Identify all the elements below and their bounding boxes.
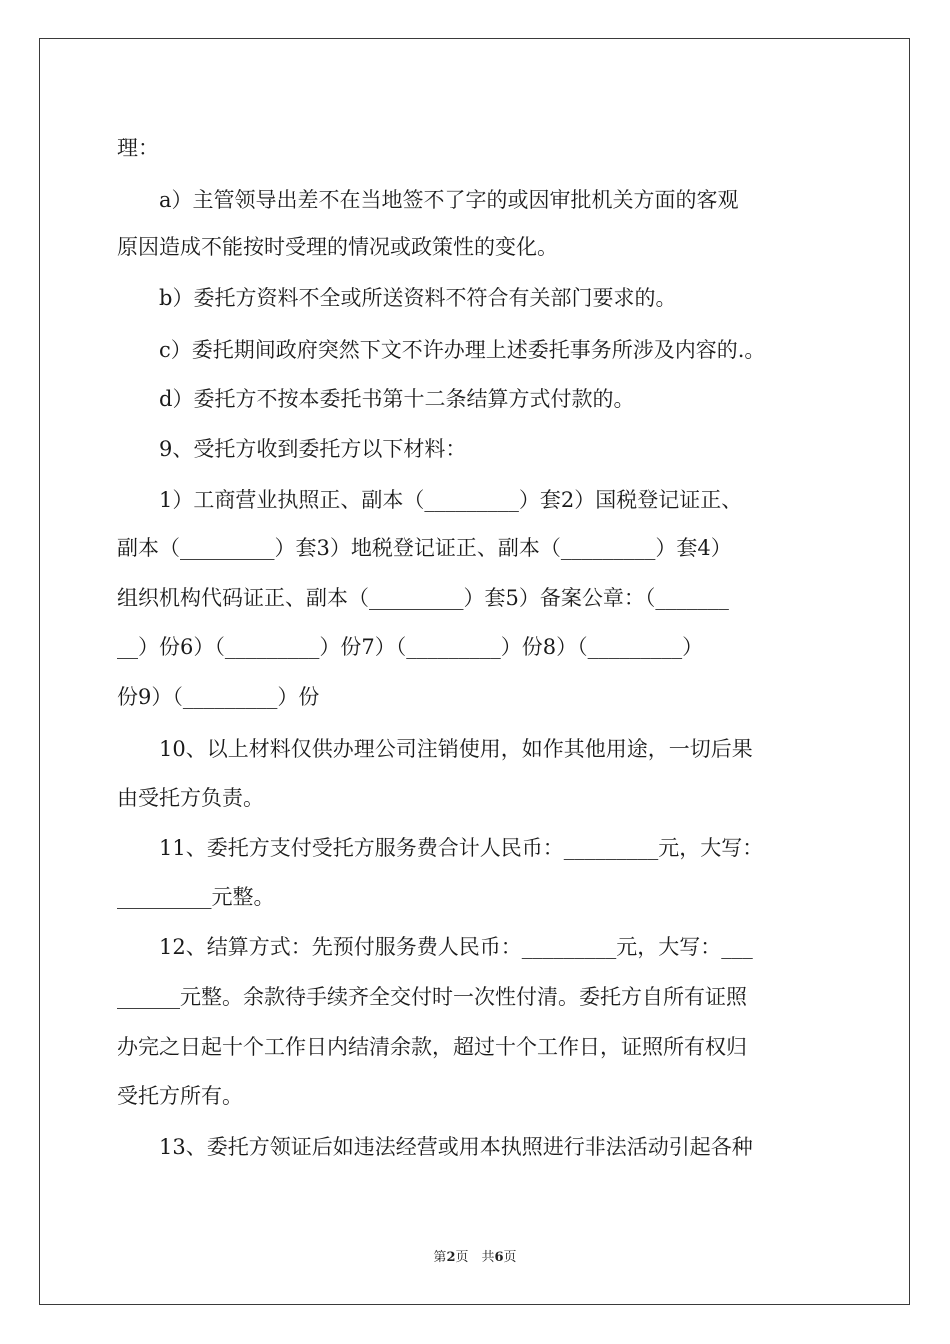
text-line: 12、结算方式：先预付服务费人民币：_________元，大写：___ xyxy=(117,935,753,959)
text-line: 办完之日起十个工作日内结清余款，超过十个工作日，证照所有权归 xyxy=(117,1035,747,1059)
page-footer xyxy=(0,1246,950,1265)
page-label-suffix: 页 xyxy=(503,1250,517,1265)
text-line: 组织机构代码证正、副本（_________）套5）备案公章：（_______ xyxy=(117,586,729,610)
text-line: 10、以上材料仅供办理公司注销使用，如作其他用途，一切后果 xyxy=(117,737,753,761)
text-line: 受托方所有。 xyxy=(117,1084,243,1108)
text-line: ______元整。余款待手续齐全交付时一次性付清。委托方自所有证照 xyxy=(117,985,747,1009)
text-line: 11、委托方支付受托方服务费合计人民币：_________元，大写： xyxy=(117,836,764,860)
text-line: 13、委托方领证后如违法经营或用本执照进行非法活动引起各种 xyxy=(117,1135,753,1159)
text-line: 由受托方负责。 xyxy=(117,786,264,810)
text-line: b）委托方资料不全或所送资料不符合有关部门要求的。 xyxy=(117,286,677,310)
text-line: 份9）（_________）份 xyxy=(117,685,320,709)
text-line: 原因造成不能按时受理的情况或政策性的变化。 xyxy=(117,235,558,259)
text-line: c）委托期间政府突然下文不许办理上述委托事务所涉及内容的.。 xyxy=(117,338,766,362)
text-line: 理： xyxy=(117,136,159,160)
text-line: 9、受托方收到委托方以下材料： xyxy=(117,437,467,461)
text-line: _________元整。 xyxy=(117,885,275,909)
total-page-number: 6 xyxy=(494,1250,504,1265)
page-label-prefix: 第 xyxy=(433,1250,447,1265)
text-line: __）份6）（_________）份7）（_________）份8）（_________） xyxy=(117,635,704,659)
page-border xyxy=(39,38,910,1305)
text-line: 1）工商营业执照正、副本（_________）套2）国税登记证正、 xyxy=(117,488,743,512)
page-label-mid: 页 共 xyxy=(455,1250,495,1265)
current-page-number: 2 xyxy=(446,1250,456,1265)
text-line: 副本（_________）套3）地税登记证正、副本（_________）套4） xyxy=(117,536,732,560)
text-line: a）主管领导出差不在当地签不了字的或因审批机关方面的客观 xyxy=(117,188,739,212)
text-line: d）委托方不按本委托书第十二条结算方式付款的。 xyxy=(117,387,635,411)
